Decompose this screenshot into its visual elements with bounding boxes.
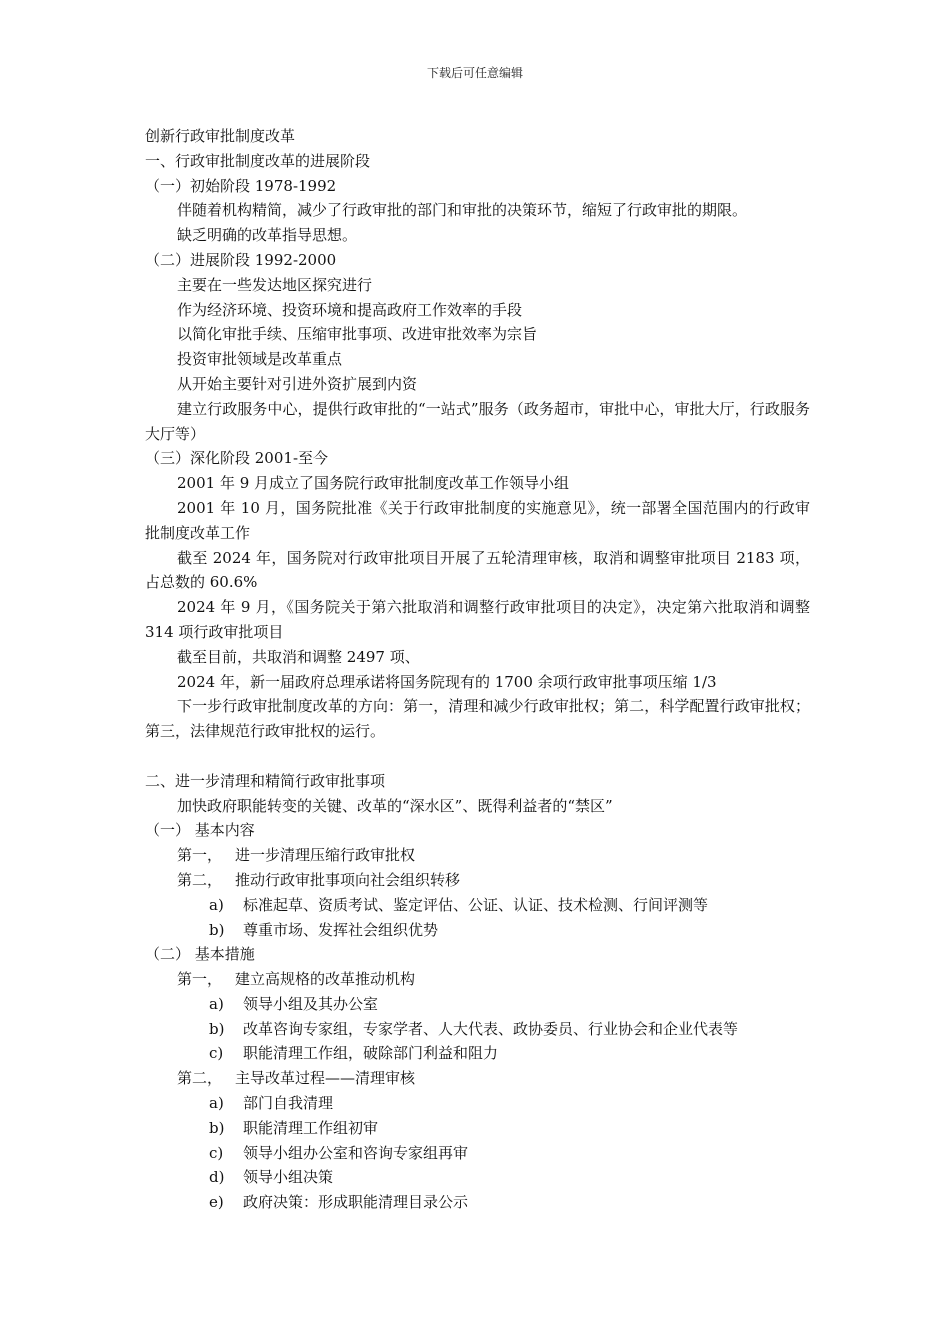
paragraph: 截至目前，共取消和调整 2497 项、 — [177, 647, 420, 666]
sub-item-marker: a) — [209, 895, 224, 914]
page-header-note: 下载后可任意编辑 — [426, 66, 523, 80]
document-body — [145, 124, 810, 1215]
item-text: 主导改革过程——清理审核 — [235, 1069, 416, 1088]
stage-3-heading: （三）深化阶段 2001-至今 — [145, 449, 329, 468]
sub-list-item — [145, 1017, 810, 1042]
paragraph: 缺乏明确的改革指导思想。 — [177, 226, 358, 245]
paragraph: 伴随着机构精简，减少了行政审批的部门和审批的决策环节，缩短了行政审批的期限。 — [177, 201, 748, 220]
subsection-1-heading: （一） 基本内容 — [145, 821, 255, 840]
stage-2-heading: （二）进展阶段 1992-2000 — [145, 250, 337, 269]
paragraph: 从开始主要针对引进外资扩展到内资 — [177, 374, 418, 393]
subsection-2-heading: （二） 基本措施 — [145, 945, 255, 964]
paragraph: 投资审批领域是改革重点 — [177, 350, 343, 369]
paragraph: 建立行政服务中心，提供行政审批的“一站式”服务（政务超市，审批中心，审批大厅，行政服务大厅等） — [145, 399, 810, 443]
item-label: 第二， — [177, 1069, 223, 1088]
item-text: 进一步清理压缩行政审批权 — [235, 846, 416, 865]
blank-line — [145, 744, 810, 769]
section-2-heading: 二、进一步清理和精简行政审批事项 — [145, 771, 386, 790]
sub-list-item — [145, 893, 810, 918]
sub-item-text: 政府决策：形成职能清理目录公示 — [243, 1193, 469, 1212]
list-item — [145, 868, 810, 893]
sub-item-text: 领导小组及其办公室 — [243, 994, 379, 1013]
section-1-heading: 一、行政审批制度改革的进展阶段 — [145, 151, 371, 170]
sub-item-marker: c) — [209, 1044, 224, 1063]
sub-list-item — [145, 1041, 810, 1066]
sub-item-marker: c) — [209, 1143, 224, 1162]
sub-item-text: 改革咨询专家组，专家学者、人大代表、政协委员、行业协会和企业代表等 — [243, 1019, 739, 1038]
sub-list-item — [145, 1116, 810, 1141]
paragraph: 2001 年 9 月成立了国务院行政审批制度改革工作领导小组 — [177, 474, 570, 493]
sub-item-text: 部门自我清理 — [243, 1094, 334, 1113]
paragraph: 2024 年，新一届政府总理承诺将国务院现有的 1700 余项行政审批事项压缩 1/3 — [177, 672, 717, 691]
sub-item-text: 职能清理工作组初审 — [243, 1118, 379, 1137]
sub-list-item — [145, 1190, 810, 1215]
item-label: 第一， — [177, 970, 223, 989]
doc-title: 创新行政审批制度改革 — [145, 127, 296, 145]
sub-item-text: 职能清理工作组，破除部门利益和阻力 — [243, 1044, 499, 1063]
list-item — [145, 967, 810, 992]
sub-list-item — [145, 918, 810, 943]
list-item — [145, 1066, 810, 1091]
sub-list-item — [145, 992, 810, 1017]
sub-list-item — [145, 1165, 810, 1190]
sub-list-item — [145, 1141, 810, 1166]
sub-item-marker: b) — [209, 1019, 225, 1038]
sub-item-text: 尊重市场、发挥社会组织优势 — [243, 920, 439, 939]
sub-item-text: 标准起草、资质考试、鉴定评估、公证、认证、技术检测、行间评测等 — [243, 895, 709, 914]
sub-item-marker: a) — [209, 1094, 224, 1113]
sub-item-marker: d) — [209, 1168, 225, 1187]
paragraph: 2024 年 9 月，《国务院关于第六批取消和调整行政审批项目的决定》，决定第六批取消和调整 314 项行政审批项目 — [145, 598, 810, 641]
item-label: 第一， — [177, 846, 223, 865]
item-text: 推动行政审批事项向社会组织转移 — [235, 870, 461, 889]
sub-list-item — [145, 1091, 810, 1116]
paragraph: 主要在一些发达地区探究进行 — [177, 275, 373, 294]
paragraph: 加快政府职能转变的关键、改革的“深水区”、既得利益者的“禁区” — [177, 796, 613, 815]
sub-item-text: 领导小组办公室和咨询专家组再审 — [243, 1143, 469, 1162]
list-item — [145, 843, 810, 868]
sub-item-text: 领导小组决策 — [243, 1168, 334, 1187]
paragraph: 下一步行政审批制度改革的方向：第一，清理和减少行政审批权；第二，科学配置行政审批权；第三，法律规范行政审批权的运行。 — [145, 697, 810, 741]
sub-item-marker: b) — [209, 920, 225, 939]
paragraph: 截至 2024 年，国务院对行政审批项目开展了五轮清理审核，取消和调整审批项目 2183 项，占总数的 60.6% — [145, 548, 810, 592]
sub-item-marker: b) — [209, 1118, 225, 1137]
stage-1-heading: （一）初始阶段 1978-1992 — [145, 176, 337, 195]
item-text: 建立高规格的改革推动机构 — [235, 970, 416, 989]
paragraph: 2001 年 10 月，国务院批准《关于行政审批制度的实施意见》，统一部署全国范围内的行政审批制度改革工作 — [145, 498, 810, 542]
sub-item-marker: a) — [209, 994, 224, 1013]
paragraph: 作为经济环境、投资环境和提高政府工作效率的手段 — [177, 300, 523, 319]
sub-item-marker: e) — [209, 1193, 224, 1212]
item-label: 第二， — [177, 870, 223, 889]
paragraph: 以简化审批手续、压缩审批事项、改进审批效率为宗旨 — [177, 325, 538, 344]
